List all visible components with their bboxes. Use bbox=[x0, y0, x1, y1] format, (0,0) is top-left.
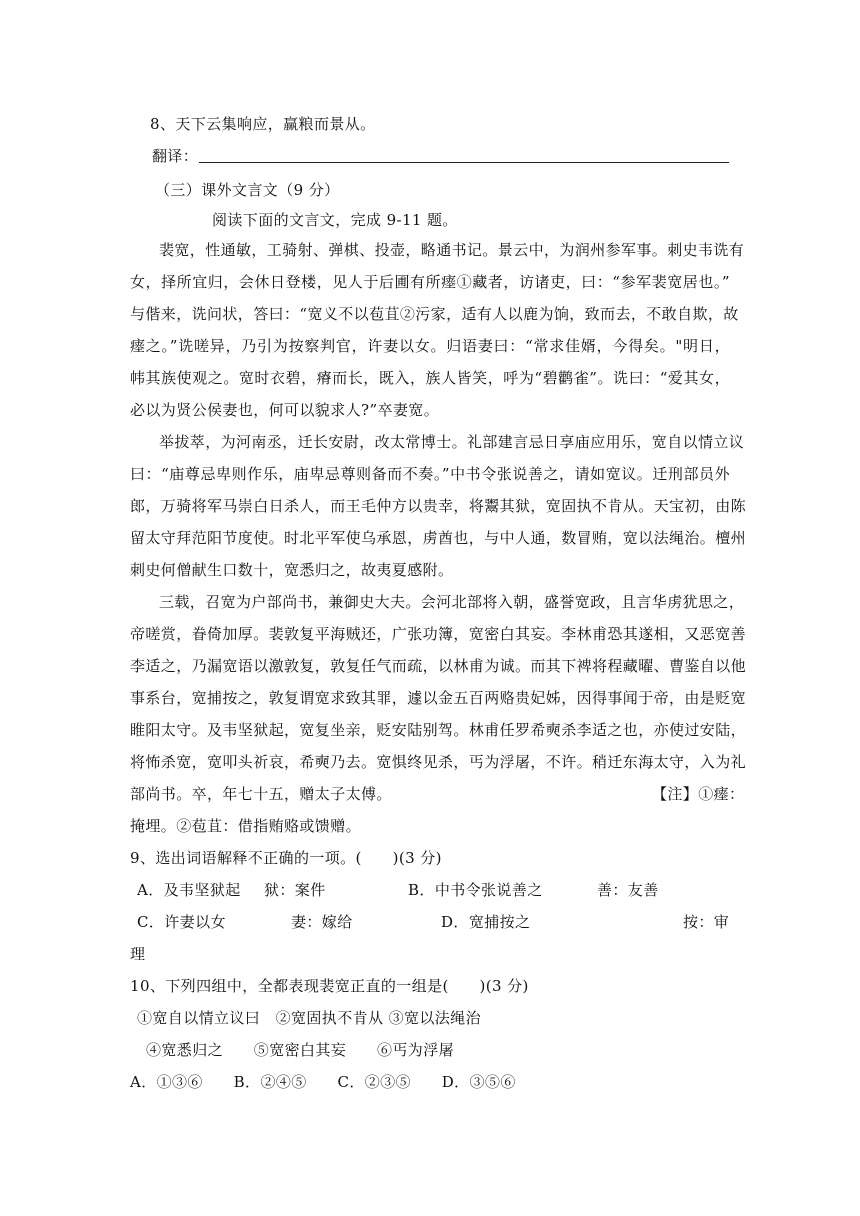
translate-label: 翻译： bbox=[152, 147, 199, 165]
statement-list-line-1: ①宽自以情立议曰 ②宽固执不肯从 ③宽以法绳治 bbox=[137, 1009, 481, 1027]
passage-line: 郎，万骑将军马崇白日杀人，而王毛仲方以贵幸，将鬻其狱，宽固执不肯从。天宝初，由陈 bbox=[130, 497, 747, 515]
passage-line: 事系台，宽捕按之，敦复谓宽求致其罪，遽以金五百两赂贵妃姊，因得事闻于帝，由是贬宽 bbox=[130, 689, 747, 707]
passage-line: 曰：“庙尊忌卑则作乐，庙卑忌尊则备而不奏。”中书令张说善之，请如宽议。迁刑部员外 bbox=[130, 465, 730, 483]
passage-line: 李适之，乃漏宽语以激敦复，敦复任气而疏，以林甫为诚。而其下裨将程藏曜、曹鉴自以他 bbox=[130, 657, 747, 675]
passage-line: 睢阳太守。及韦坚狱起，宽复坐亲，贬安陆别驾。林甫任罗希奭杀李适之也，亦使过安陆， bbox=[130, 721, 747, 739]
item-8-sentence: 8、天下云集响应，赢粮而景从。 bbox=[150, 115, 376, 133]
passage-line: 帝嗟赏，眷倚加厚。裴敦复平海贼还，广张功簿，宽密白其妄。李林甫恐其遂相，又恶宽善 bbox=[130, 625, 747, 643]
annotation-note-continued: 掩埋。②苞苴：借指贿赂或馈赠。 bbox=[130, 817, 362, 835]
passage-line: 将怖杀宽，宽叩头祈哀，希奭乃去。宽惧终见杀，丐为浮屠，不许。稍迁东海太守，入为礼 bbox=[130, 753, 747, 771]
option-a-gloss: 狱：案件 bbox=[264, 881, 326, 899]
option-d-gloss: 按：审 bbox=[683, 913, 730, 931]
passage-line: 帏其族使观之。宽时衣碧，瘠而长，既入，族人皆笑，呼为“碧鹳雀”。诜曰：“爱其女， bbox=[130, 369, 730, 387]
passage-line: 刺史何僧献生口数十，宽悉归之，故夷夏感附。 bbox=[130, 561, 454, 579]
question-stem: 9、选出词语解释不正确的一项。( )(3 分) bbox=[130, 849, 442, 867]
option-b-label: B．中书令张说善之 bbox=[408, 881, 543, 899]
passage-line: 女，择所宜归，会休日登楼，见人于后圃有所瘗①藏者，访诸吏，曰：“参军裴宽居也。” bbox=[130, 273, 730, 291]
option-b-gloss: 善：友善 bbox=[597, 881, 659, 899]
option-c-gloss: 妻：嫁给 bbox=[291, 913, 353, 931]
answer-options: A．①③⑥ B．②④⑤ C．②③⑤ D．③⑤⑥ bbox=[130, 1073, 516, 1091]
passage-line: 裴宽，性通敏，工骑射、弹棋、投壶，略通书记。景云中，为润州参军事。刺史韦诜有 bbox=[159, 241, 745, 259]
statement-list-line-2: ④宽悉归之 ⑤宽密白其妄 ⑥丐为浮屠 bbox=[146, 1041, 455, 1059]
question-stem: 10、下列四组中，全都表现裴宽正直的一组是( )(3 分) bbox=[130, 977, 529, 995]
passage-line: 与偕来，诜问状，答曰：“宽义不以苞苴②污家，适有人以鹿为饷，致而去，不敢自欺，故 bbox=[130, 305, 739, 323]
passage-line: 瘗之。”诜嗟异，乃引为按察判官，许妻以女。归语妻曰：“常求佳婿，今得矣。"明日， bbox=[130, 337, 730, 355]
reading-instruction: 阅读下面的文言文，完成 9-11 题。 bbox=[212, 211, 458, 229]
passage-line: 三载，召宽为户部尚书，兼御史大夫。会河北部将入朝，盛誉宽政，且言华虏犹思之， bbox=[159, 593, 745, 611]
annotation-note: 【注】①瘗： bbox=[652, 785, 745, 803]
answer-line bbox=[199, 162, 729, 163]
passage-line: 举拔萃，为河南丞，迁长安尉，改太常博士。礼部建言忌日享庙应用乐，宽自以情立议 bbox=[159, 433, 745, 451]
option-d-label: D．宽捕按之 bbox=[441, 913, 531, 931]
option-a-label: A．及韦坚狱起 bbox=[137, 881, 241, 899]
section-3-heading: （三）课外文言文（9 分） bbox=[155, 181, 340, 199]
option-c-label: C．许妻以女 bbox=[137, 913, 226, 931]
option-d-gloss-wrap: 理 bbox=[130, 945, 146, 963]
passage-line: 必以为贤公侯妻也，何可以貌求人?”卒妻宽。 bbox=[130, 401, 440, 419]
passage-line: 留太守拜范阳节度使。时北平军使乌承恩，虏酋也，与中人通，数冒贿，宽以法绳治。檀州 bbox=[130, 529, 747, 547]
passage-line: 部尚书。卒，年七十五，赠太子太傅。 bbox=[130, 785, 392, 803]
